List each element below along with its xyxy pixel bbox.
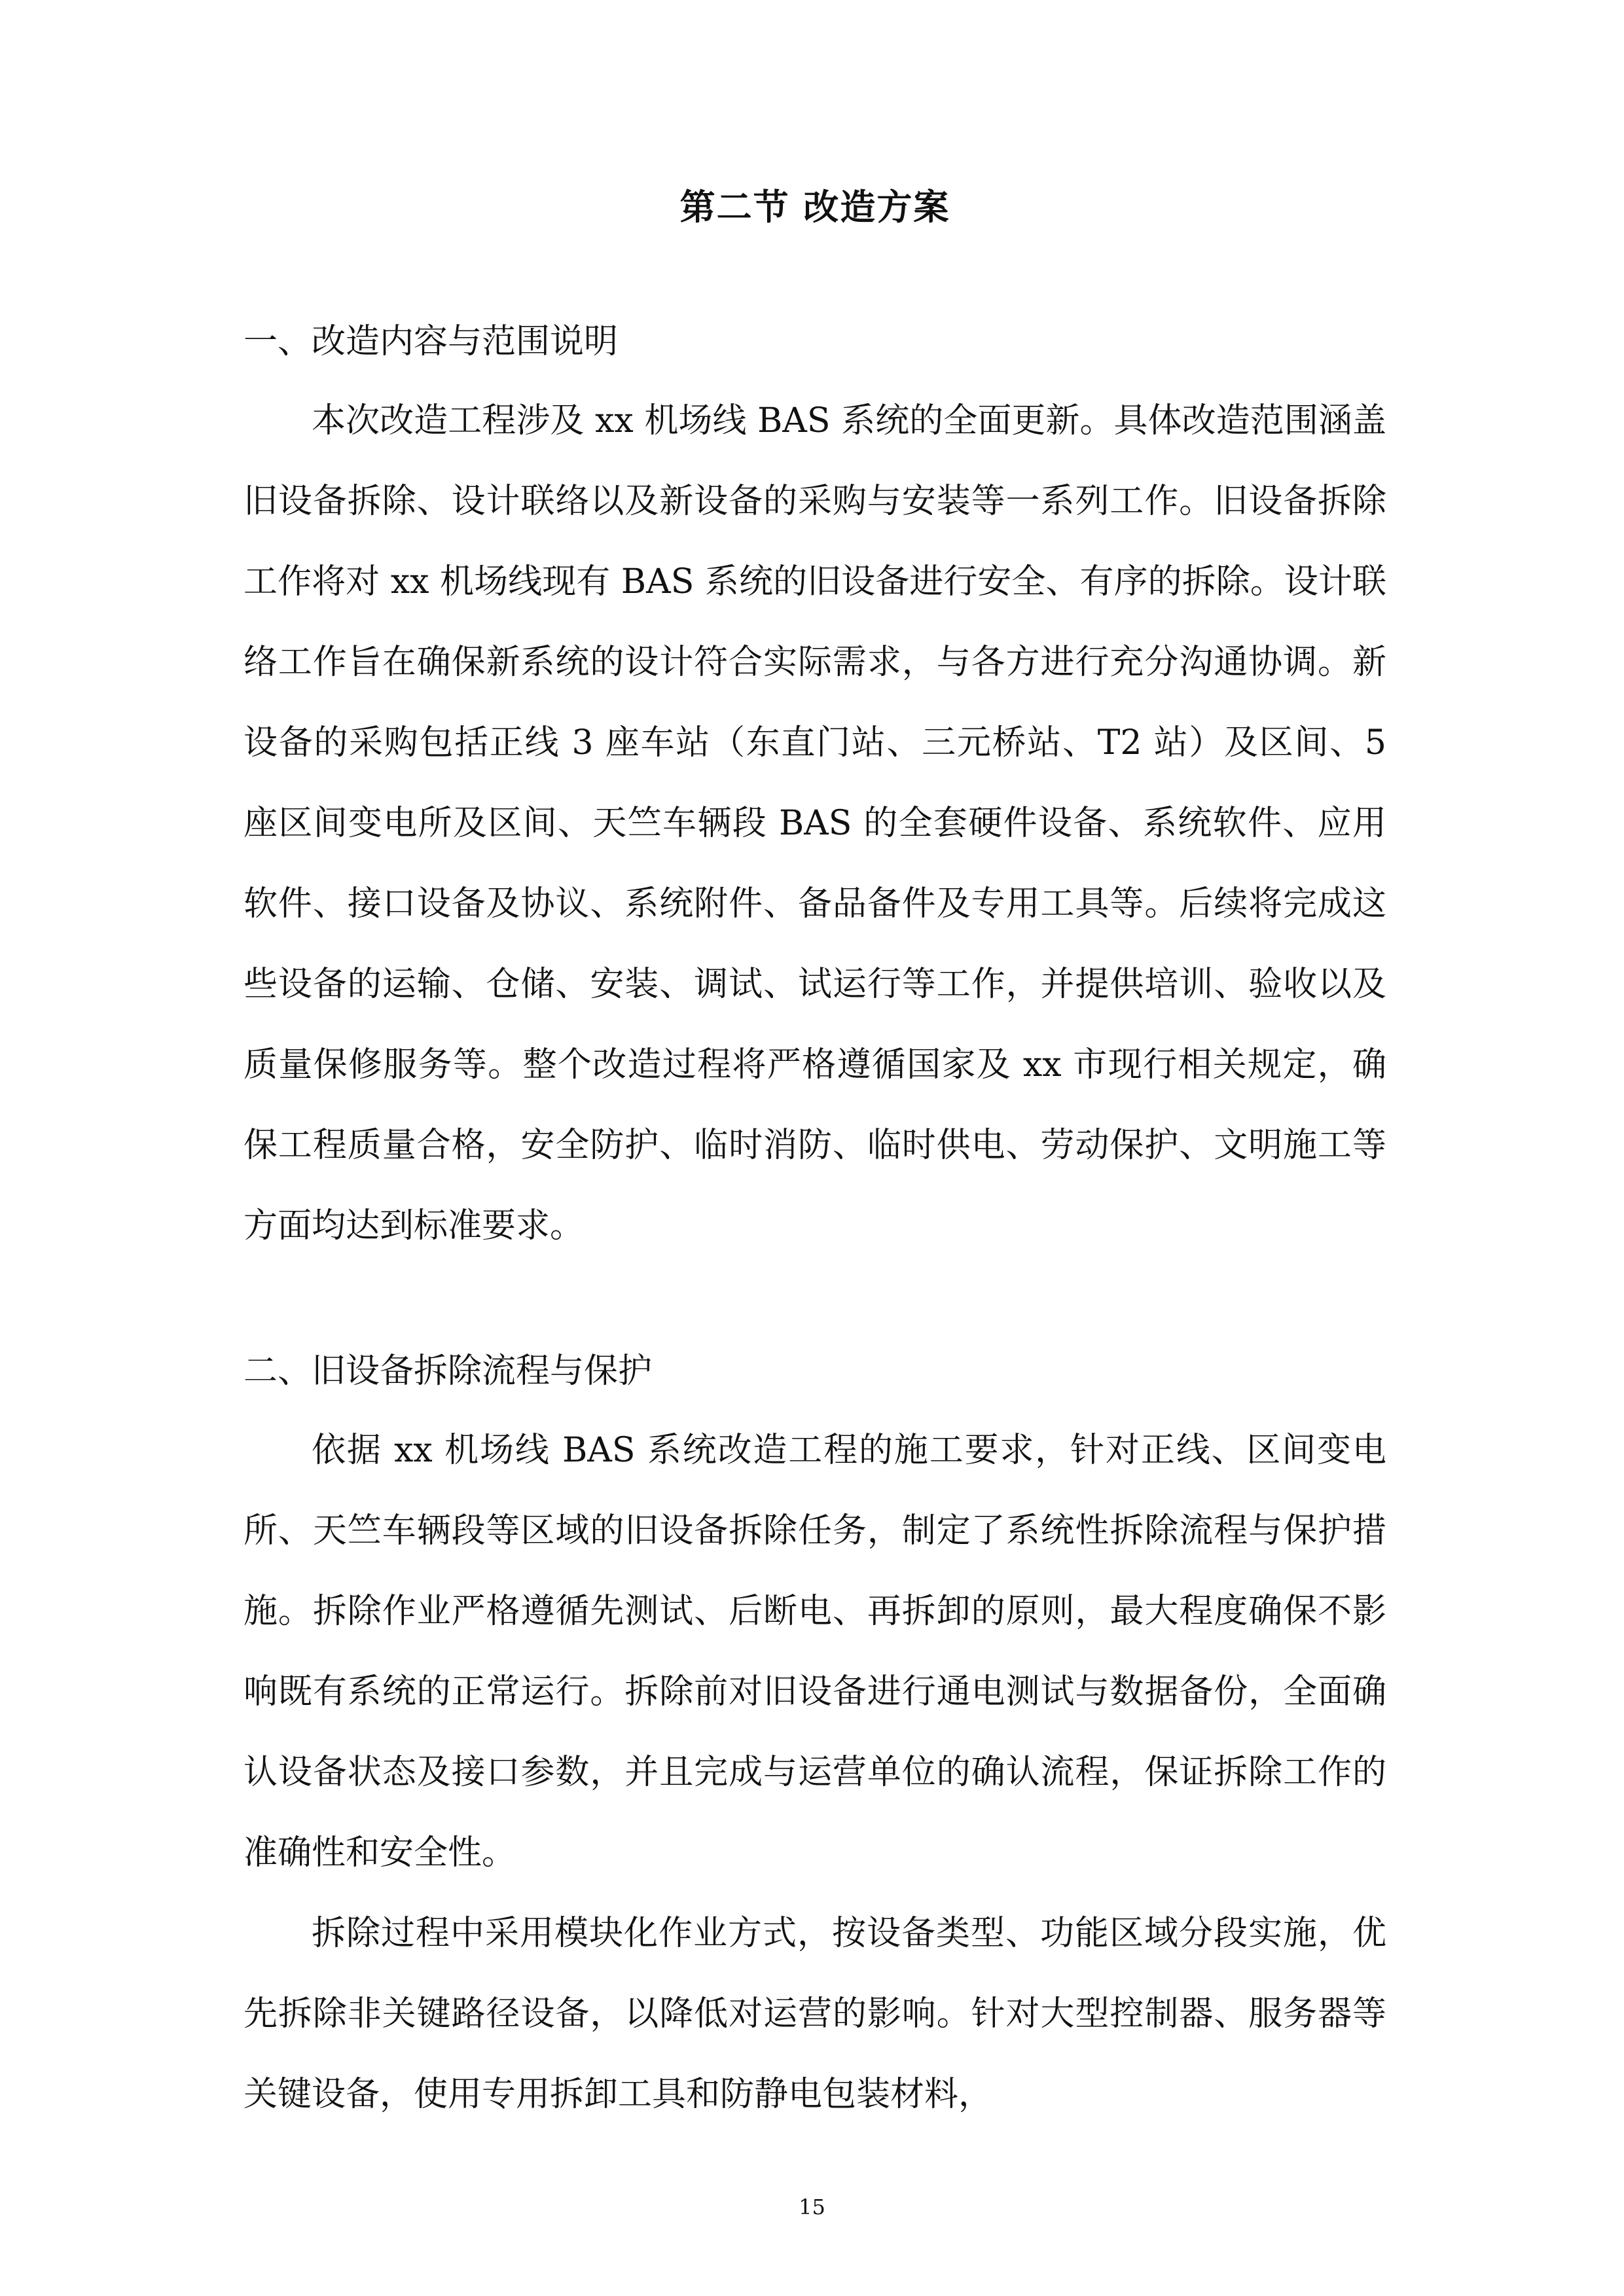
section-spacer bbox=[244, 1266, 1386, 1332]
section-heading: 二、旧设备拆除流程与保护 bbox=[244, 1352, 653, 1391]
page-number: 15 bbox=[799, 2195, 825, 2219]
paragraph: 依据 xx 机场线 BAS 系统改造工程的施工要求，针对正线、区间变电所、天竺车辆段等区域的旧设备拆除任务，制定了系统性拆除流程与保护措施。拆除作业严格遵循先测试、后断电、再拆卸的原则，最大程度确保不影响既有系统的正常运行。拆除前对旧设备进行通电测试与数据备份，全面确认设备状态及接口参数，并且完成与运营单位的确认流程，保证拆除工作的准确性和安全性。 bbox=[244, 1431, 1386, 1873]
paragraph: 本次改造工程涉及 xx 机场线 BAS 系统的全面更新。具体改造范围涵盖旧设备拆除、设计联络以及新设备的采购与安装等一系列工作。旧设备拆除工作将对 xx 机场线现有 BAS 系统的旧设备进行安全、有序的拆除。设计联络工作旨在确保新系统的设计符合实际需求，与各方进行充分沟通协调。新设备的采购包括正线 3 座车站（东直门站、三元桥站、T2 站）及区间、5 座区间变电所及区间、天竺车辆段 BAS 的全套硬件设备、系统软件、应用软件、接口设备及协议、系统附件、备品备件及专用工具等。后续将完成这些设备的运输、仓储、安装、调试、试运行等工作，并提供培训、验收以及质量保修服务等。整个改造过程将严格遵循国家及 xx 市现行相关规定，确保工程质量合格，安全防护、临时消防、临时供电、劳动保护、文明施工等方面均达到标准要求。 bbox=[244, 401, 1386, 1246]
paragraph: 拆除过程中采用模块化作业方式，按设备类型、功能区域分段实施，优先拆除非关键路径设备，以降低对运营的影响。针对大型控制器、服务器等关键设备，使用专用拆卸工具和防静电包装材料， bbox=[244, 1914, 1386, 2114]
section-2 bbox=[244, 1332, 1386, 2135]
page-title: 第二节 改造方案 bbox=[679, 186, 950, 228]
section-1 bbox=[244, 302, 1386, 1266]
document-body bbox=[244, 183, 1386, 2135]
section-heading: 一、改造内容与范围说明 bbox=[244, 322, 619, 361]
